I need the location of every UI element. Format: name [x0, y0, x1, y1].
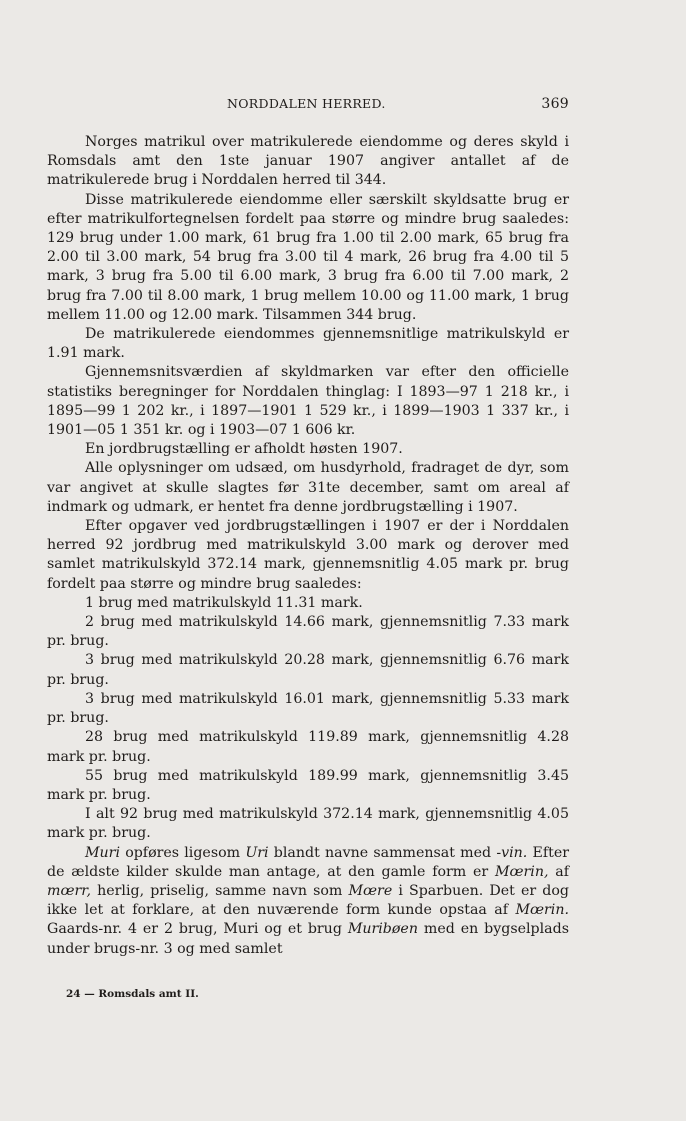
italic-term: mœrr, [47, 882, 91, 899]
italic-term: -vin. [496, 844, 528, 861]
paragraph: 3 brug med matrikulskyld 16.01 mark, gjennemsnitlig 5.33 mark pr. brug. [47, 690, 569, 727]
paragraph: Norges matrikul over matrikulerede eiendomme og deres skyld i Romsdals amt den 1ste januar 1907 angiver antallet af de matrikulerede brug i Norddalen herred til 344. [47, 134, 569, 189]
paragraph: 55 brug med matrikulskyld 189.99 mark, gjennemsnitlig 3.45 mark pr. brug. [47, 767, 569, 803]
paragraph: 28 brug med matrikulskyld 119.89 mark, gjennemsnitlig 4.28 mark pr. brug. [47, 729, 569, 765]
italic-term: Mœre [348, 882, 393, 899]
text-run: i Sparbuen. Det er dog ikke let at forklare, at den nuværende form kunde opstaa af [47, 882, 569, 919]
paragraph: Gjennemsnitsværdien af skyldmarken var efter den officielle statistiks beregninger for Norddalen thinglag: I 1893—97 1 218 kr., i 1895—99 1 202 kr., i 1897—1901 1 529 kr., i 1899—1903 1 337 kr., i 1901—05 1 351 kr. og i 1903—07 1 606 kr. [47, 364, 569, 439]
paragraph: Alle oplysninger om udsæd, om husdyrhold, fradraget de dyr, som var angivet at skulle slagtes før 31te december, samt om areal af indmark og udmark, er hentet fra denne jordbrugstælling i 1907. [47, 460, 569, 515]
text-run: Efter de ældste kilder skulde man antage, at den gamle form er [47, 844, 570, 880]
text-run: herlig, priselig, samme navn som [91, 882, 349, 899]
body-text [47, 133, 569, 959]
italic-term: Mœrin, [494, 863, 549, 880]
paragraph: I alt 92 brug med matrikulskyld 372.14 mark, gjennemsnitlig 4.05 mark pr. brug. [47, 806, 569, 842]
paragraph: 2 brug med matrikulskyld 14.66 mark, gjennemsnitlig 7.33 mark pr. brug. [47, 614, 569, 650]
paragraph: 3 brug med matrikulskyld 20.28 mark, gjennemsnitlig 6.76 mark pr. brug. [47, 652, 569, 688]
italic-term: Muribøen [347, 921, 418, 938]
signature-footer: 24 — Romsdals amt II. [66, 988, 199, 1000]
italic-term: Muri [85, 844, 120, 861]
paragraph: Efter opgaver ved jordbrugstællingen i 1907 er der i Norddalen herred 92 jordbrug med matrikulskyld 3.00 mark og derover med samlet matrikulskyld 372.14 mark, gjennemsnitlig 4.05 mark pr. brug fordelt paa større og mindre brug saaledes: [47, 518, 569, 592]
text-run: med en bygselplads under brugs-nr. 3 og med samlet [47, 921, 569, 957]
text-run: blandt navne sammensat med [268, 844, 497, 861]
italic-term: Uri [245, 844, 269, 861]
text-run: af [548, 863, 569, 880]
muri-paragraph [47, 844, 569, 959]
text-run: opføres ligesom [119, 844, 246, 861]
paragraph: De matrikulerede eiendommes gjennemsnitlige matrikulskyld er 1.91 mark. [47, 326, 569, 362]
text-run: Gaards-nr. 4 er 2 brug, Muri og et brug [47, 921, 348, 938]
page-number: 369 [541, 96, 569, 112]
paragraph: Disse matrikulerede eiendomme eller særskilt skyldsatte brug er efter matrikulfortegnelsen fordelt paa større og mindre brug saaledes: 129 brug under 1.00 mark, 61 brug fra 1.00 til 2.00 mark, 65 brug fra 2.00 til 3.00 mark, 54 brug fra 3.00 til 4 mark, 26 brug fra 4.00 til 5 mark, 3 brug fra 5.00 til 6.00 mark, 3 brug fra 6.00 til 7.00 mark, 2 brug fra 7.00 til 8.00 mark, 1 brug mellem 10.00 og 11.00 mark, 1 brug mellem 11.00 og 12.00 mark. Tilsammen 344 brug. [47, 191, 569, 323]
header-title: NORDDALEN HERRED. [227, 96, 386, 111]
paragraph: 1 brug med matrikulskyld 11.31 mark. [85, 594, 363, 611]
italic-term: Mœrin. [515, 902, 569, 919]
paragraph: En jordbrugstælling er afholdt høsten 1907. [85, 441, 403, 458]
